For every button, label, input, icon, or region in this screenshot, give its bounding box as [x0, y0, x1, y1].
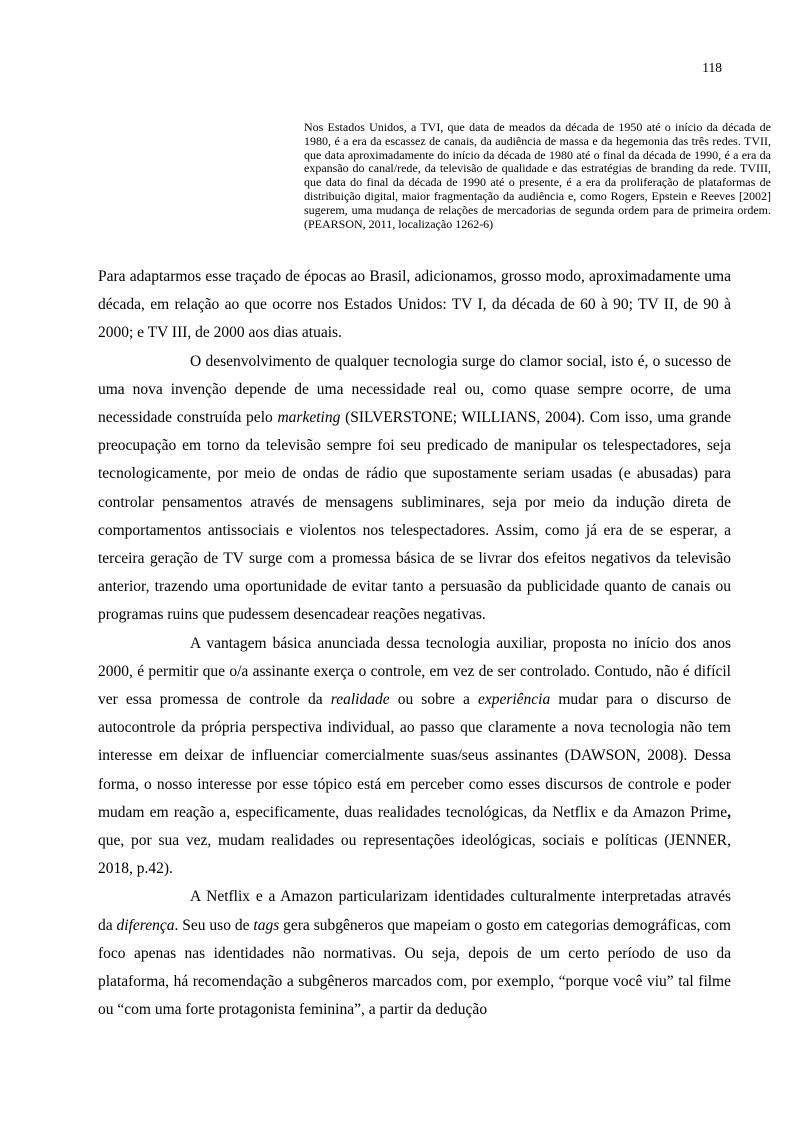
block-quote-citation: Nos Estados Unidos, a TVI, que data de meados da década de 1950 até o início da década de 1980, é a era da escassez de canais, da audiência de massa e da hegemonia das três redes. TVII, que data aproximadamente do início da década de 1980 até o final da década de 1990, é a era da expansão do canal/rede, da televisão de qualidade e das estratégias de branding da rede. TVIII, que data do final da década de 1990 até o presente, é a era da proliferação de plataformas de distribuição digital, maior fragmentação da audiência e, como Rogers, Epstein e Reeves [2002] sugerem, uma mudança de relações de mercadorias de segunda ordem para de primeira ordem. (PEARSON, 2011, localização 1262-6) — [304, 120, 771, 231]
paragraph-tv-eras-brasil: Para adaptarmos esse traçado de épocas ao Brasil, adicionamos, grosso modo, aproximadamente uma década, em relação ao que ocorre nos Estados Unidos: TV I, da década de 60 à 90; TV II, de 90 à 2000; e TV III, de 2000 aos dias atuais. — [98, 268, 731, 342]
body-text — [98, 263, 731, 1024]
paragraph-tecnologia-clamor-social: O desenvolvimento de qualquer tecnologia surge do clamor social, isto é, o sucesso de uma nova invenção depende de uma necessidade real ou, como quase sempre ocorre, de uma necessidade construída pelo marketing (SILVERSTONE; WILLIANS, 2004). Com isso, uma grande preocupação em torno da televisão sempre foi seu predicado de manipular os telespectadores, seja tecnologicamente, por meio de ondas de rádio que supostamente seriam usadas (e abusadas) para controlar pensamentos através de mensagens subliminares, seja por meio da indução direta de comportamentos antissociais e violentos nos telespectadores. Assim, como já era de se esperar, a terceira geração de TV surge com a promessa básica de se livrar dos efeitos negativos da televisão anterior, trazendo uma oportunidade de evitar tanto a persuasão da publicidade quanto de canais ou programas ruins que pudessem desencadear reações negativas. — [98, 352, 731, 624]
page-number: 118 — [702, 60, 722, 75]
paragraph-netflix-amazon-tags: A Netflix e a Amazon particularizam identidades culturalmente interpretadas através da diferença. Seu uso de tags gera subgêneros que mapeiam o gosto em categorias demográficas, com foco apenas nas identidades não normativas. Ou seja, depois de um certo período de uso da plataforma, há recomendação a subgêneros marcados com, por exemplo, “porque você viu” tal filme ou “com uma forte protagonista feminina”, a partir da dedução — [98, 888, 731, 1019]
paragraph-vantagem-controle: A vantagem básica anunciada dessa tecnologia auxiliar, proposta no início dos anos 2000, é permitir que o/a assinante exerça o controle, em vez de ser controlado. Contudo, não é difícil ver essa promessa de controle da realidade ou sobre a experiência mudar para o discurso de autocontrole da própria perspectiva individual, ao passo que claramente a nova tecnologia não tem interesse em deixar de influenciar comercialmente suas/seus assinantes (DAWSON, 2008). Dessa forma, o nosso interesse por esse tópico está em perceber como esses discursos de controle e poder mudam em reação a, especificamente, duas realidades tecnológicas, da Netflix e da Amazon Prime, que, por sua vez, mudam realidades ou representações ideológicas, sociais e políticas (JENNER, 2018, p.42). — [98, 634, 732, 878]
